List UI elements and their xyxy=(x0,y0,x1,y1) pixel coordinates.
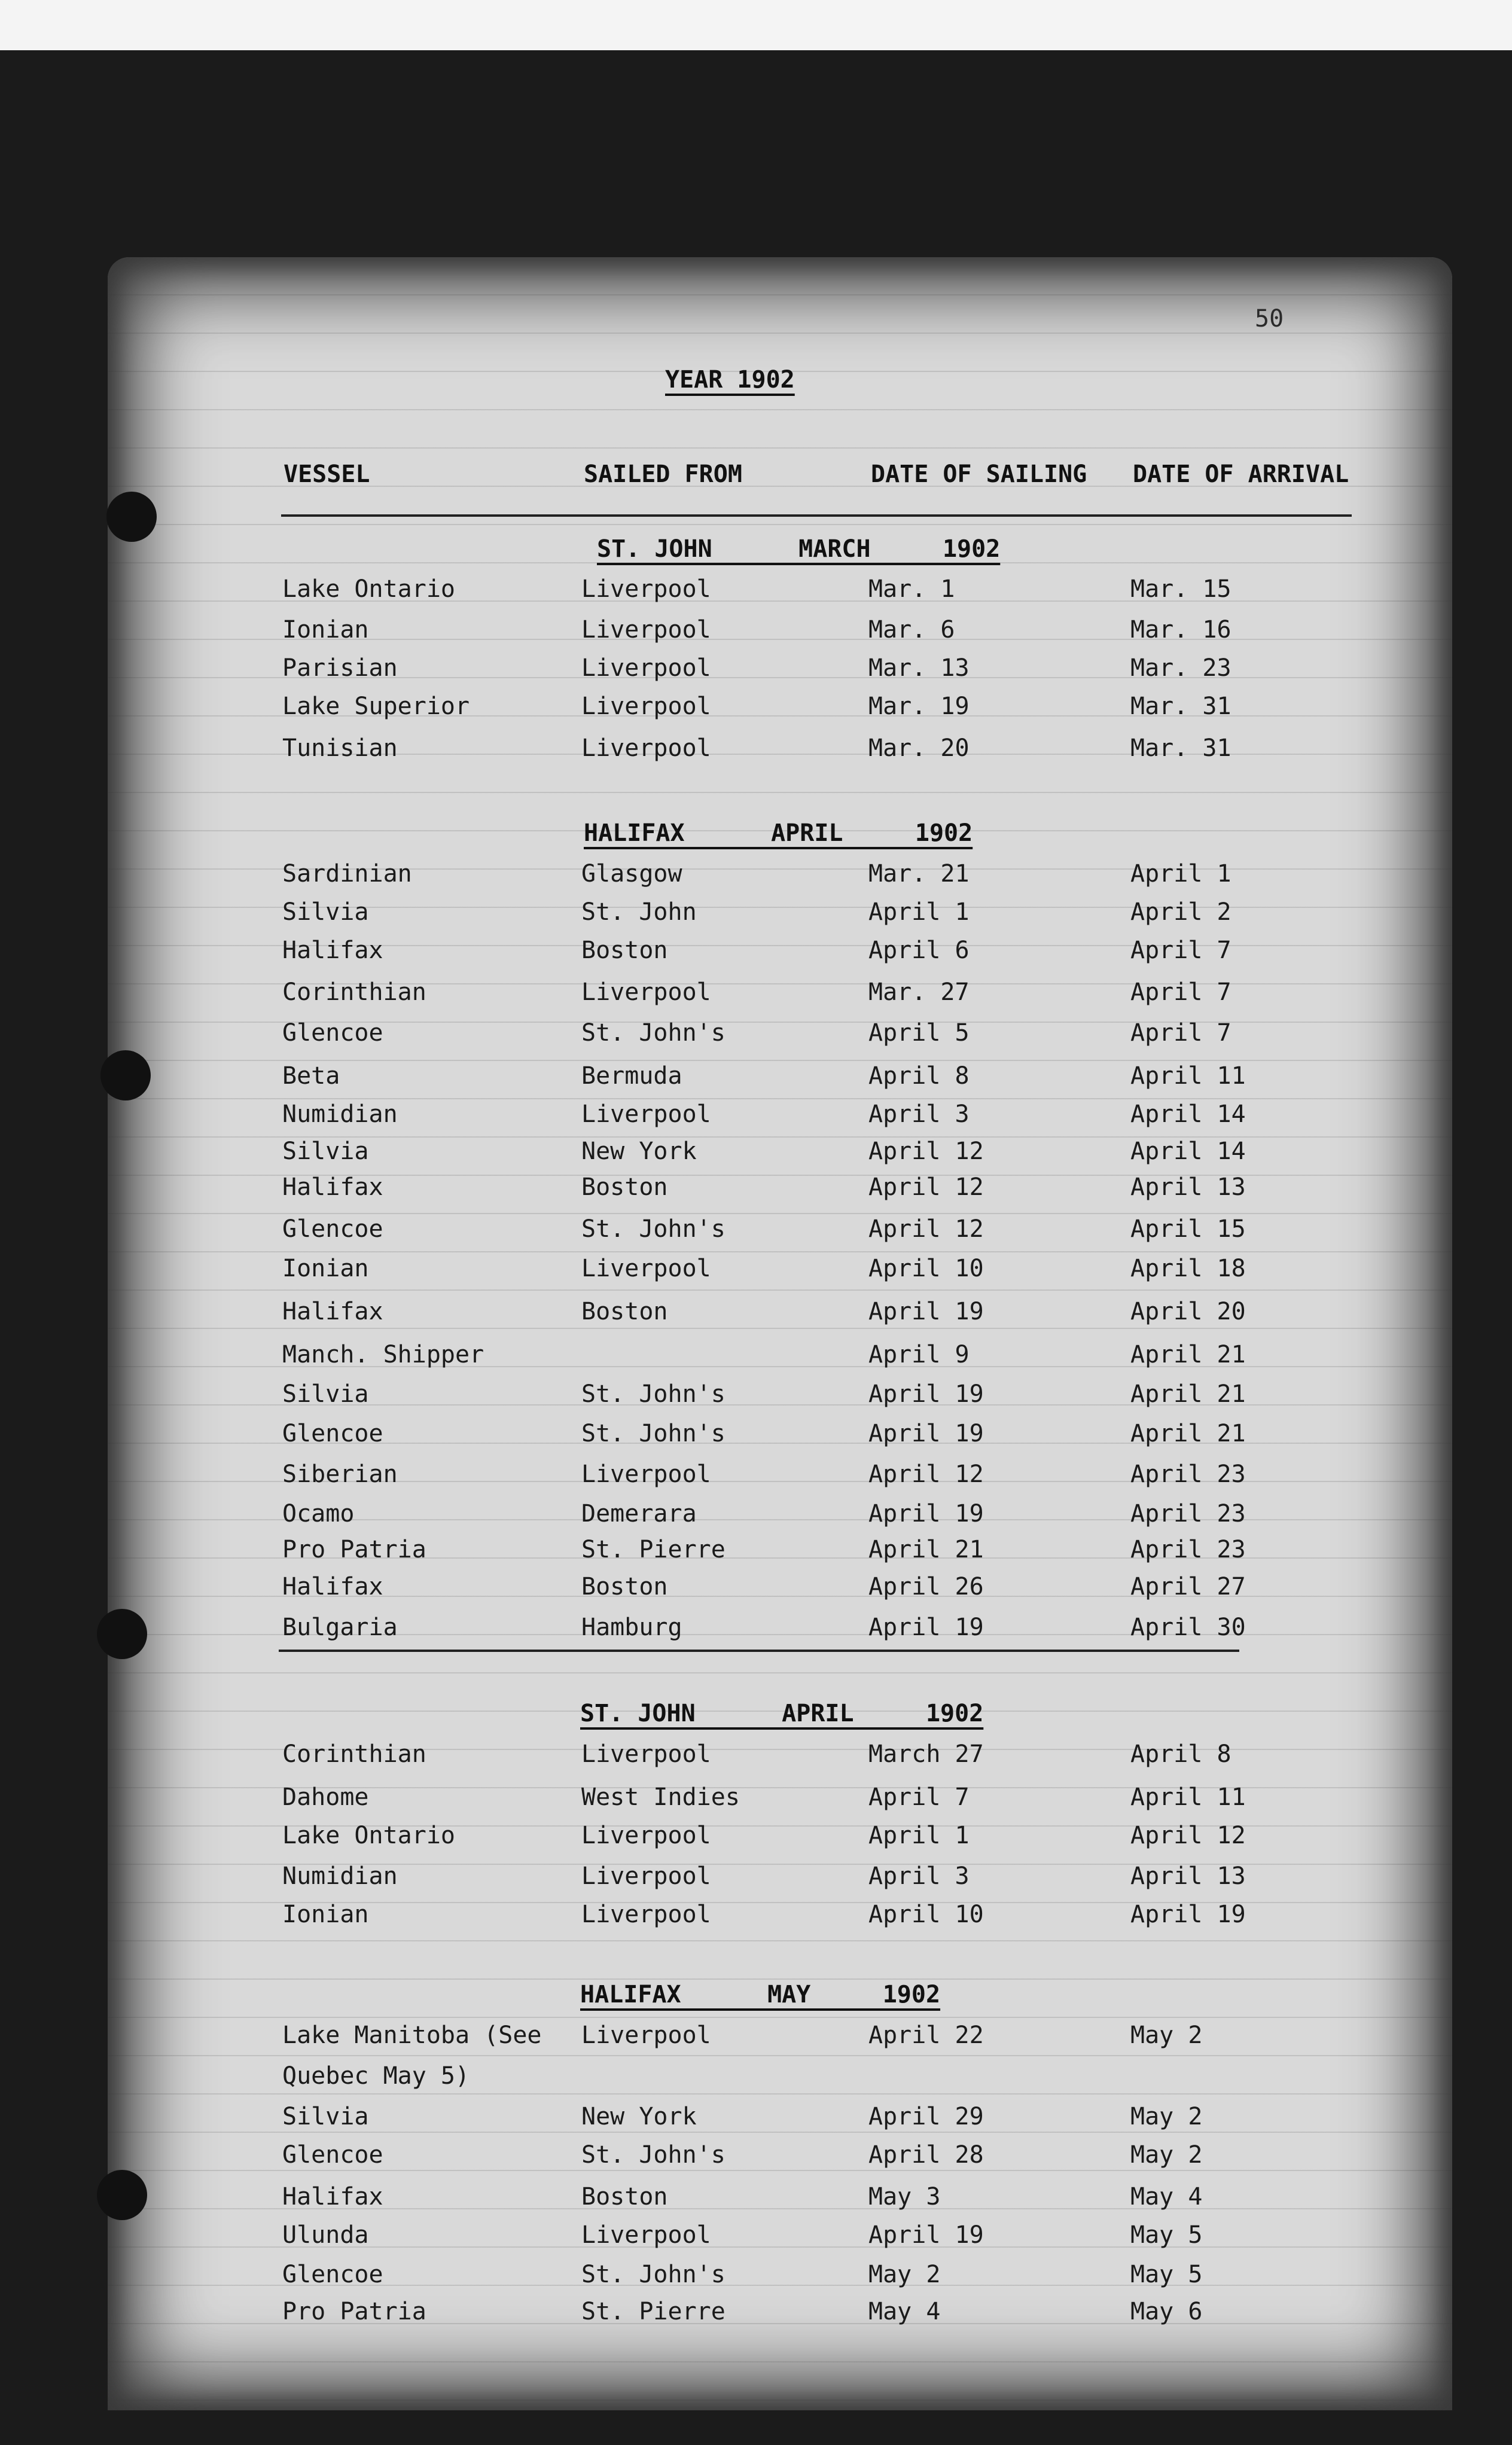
sailed-from-cell: St. John xyxy=(581,898,697,926)
date-of-arrival-cell: May 5 xyxy=(1130,2261,1203,2288)
sailed-from-cell: New York xyxy=(581,1138,697,1165)
date-of-sailing-cell: May 2 xyxy=(868,2261,941,2288)
sailed-from-cell: Liverpool xyxy=(581,616,711,644)
table-row xyxy=(0,734,1512,764)
sailed-from-cell: Liverpool xyxy=(581,693,711,720)
vessel-cell: Tunisian xyxy=(282,734,398,762)
header-rule xyxy=(281,514,1352,517)
vessel-cell: Siberian xyxy=(282,1461,398,1488)
date-of-sailing-cell: March 27 xyxy=(868,1740,984,1768)
vessel-cell: Ocamo xyxy=(282,1500,355,1528)
page-title: YEAR 1902 xyxy=(665,366,795,394)
vessel-cell: Sardinian xyxy=(282,860,412,888)
table-row xyxy=(0,2141,1512,2171)
section-heading: HALIFAX MAY 1902 xyxy=(580,1981,941,2008)
table-row xyxy=(0,654,1512,684)
sailed-from-cell: Liverpool xyxy=(581,2022,711,2049)
table-row xyxy=(0,2022,1512,2051)
table-row xyxy=(0,1862,1512,1892)
vessel-cell: Halifax xyxy=(282,2183,383,2211)
date-of-sailing-cell: April 12 xyxy=(868,1215,984,1243)
date-of-arrival-cell: April 11 xyxy=(1130,1062,1246,1090)
table-row xyxy=(0,1420,1512,1450)
date-of-arrival-cell: April 15 xyxy=(1130,1215,1246,1243)
table-row xyxy=(0,898,1512,928)
vessel-cell: Ionian xyxy=(282,1901,369,1928)
date-of-arrival-cell: May 2 xyxy=(1130,2141,1203,2169)
column-header-date-of-arrival: DATE OF ARRIVAL xyxy=(1133,461,1349,488)
sailed-from-cell: Liverpool xyxy=(581,1740,711,1768)
date-of-sailing-cell: April 3 xyxy=(868,1100,970,1128)
sailed-from-cell: Liverpool xyxy=(581,1255,711,1282)
vessel-cell: Ulunda xyxy=(282,2221,369,2249)
vessel-cell: Corinthian xyxy=(282,1740,426,1768)
date-of-sailing-cell: April 12 xyxy=(868,1461,984,1488)
sailed-from-cell: Hamburg xyxy=(581,1614,682,1641)
sailed-from-cell: Liverpool xyxy=(581,1461,711,1488)
date-of-sailing-cell: Mar. 1 xyxy=(868,575,955,603)
date-of-sailing-cell: April 6 xyxy=(868,937,970,964)
column-header-date-of-sailing: DATE OF SAILING xyxy=(871,461,1087,488)
table-row xyxy=(0,1784,1512,1813)
date-of-arrival-cell: April 12 xyxy=(1130,1822,1246,1849)
date-of-sailing-cell: April 12 xyxy=(868,1138,984,1165)
date-of-arrival-cell: April 27 xyxy=(1130,1573,1246,1600)
table-row xyxy=(0,1740,1512,1770)
sailed-from-cell: St. Pierre xyxy=(581,2298,725,2325)
sailed-from-cell: St. John's xyxy=(581,1215,725,1243)
table-row xyxy=(0,2298,1512,2328)
table-row xyxy=(0,1019,1512,1049)
table-row xyxy=(0,1901,1512,1931)
table-row xyxy=(0,937,1512,967)
date-of-arrival-cell: April 20 xyxy=(1130,1298,1246,1325)
date-of-arrival-cell: April 21 xyxy=(1130,1380,1246,1408)
date-of-arrival-cell: Mar. 31 xyxy=(1130,734,1231,762)
date-of-sailing-cell: April 1 xyxy=(868,1822,970,1849)
vessel-cell: Glencoe xyxy=(282,1215,383,1243)
date-of-sailing-cell: Mar. 20 xyxy=(868,734,970,762)
vessel-cell: Ionian xyxy=(282,616,369,644)
table-row xyxy=(0,1614,1512,1644)
table-row xyxy=(0,2062,1512,2092)
page-number: 50 xyxy=(1255,305,1284,333)
table-row xyxy=(0,1341,1512,1371)
date-of-sailing-cell: May 3 xyxy=(868,2183,941,2211)
date-of-arrival-cell: April 11 xyxy=(1130,1784,1246,1811)
sailed-from-cell: Glasgow xyxy=(581,860,682,888)
table-row xyxy=(0,693,1512,722)
vessel-cell: Manch. Shipper xyxy=(282,1341,484,1368)
table-row xyxy=(0,1380,1512,1410)
date-of-arrival-cell: Mar. 15 xyxy=(1130,575,1231,603)
table-row xyxy=(0,1062,1512,1092)
vessel-cell: Glencoe xyxy=(282,2141,383,2169)
date-of-sailing-cell: April 26 xyxy=(868,1573,984,1600)
sailed-from-cell: St. John's xyxy=(581,1420,725,1447)
vessel-cell: Glencoe xyxy=(282,2261,383,2288)
vessel-cell: Glencoe xyxy=(282,1019,383,1047)
date-of-arrival-cell: April 23 xyxy=(1130,1461,1246,1488)
date-of-arrival-cell: April 14 xyxy=(1130,1138,1246,1165)
date-of-sailing-cell: Mar. 21 xyxy=(868,860,970,888)
date-of-sailing-cell: May 4 xyxy=(868,2298,941,2325)
sailed-from-cell: St. John's xyxy=(581,2261,725,2288)
date-of-sailing-cell: April 28 xyxy=(868,2141,984,2169)
section-heading: HALIFAX APRIL 1902 xyxy=(584,819,973,847)
sailed-from-cell: Liverpool xyxy=(581,654,711,682)
date-of-arrival-cell: April 14 xyxy=(1130,1100,1246,1128)
date-of-arrival-cell: May 4 xyxy=(1130,2183,1203,2211)
date-of-arrival-cell: Mar. 31 xyxy=(1130,693,1231,720)
vessel-cell: Pro Patria xyxy=(282,1536,426,1563)
date-of-sailing-cell: April 19 xyxy=(868,2221,984,2249)
table-row xyxy=(0,1138,1512,1167)
vessel-cell: Glencoe xyxy=(282,1420,383,1447)
table-row xyxy=(0,2221,1512,2251)
date-of-arrival-cell: April 30 xyxy=(1130,1614,1246,1641)
column-header-vessel: VESSEL xyxy=(284,461,370,488)
date-of-arrival-cell: April 21 xyxy=(1130,1420,1246,1447)
date-of-arrival-cell: April 7 xyxy=(1130,978,1231,1006)
date-of-sailing-cell: April 12 xyxy=(868,1173,984,1201)
date-of-sailing-cell: April 21 xyxy=(868,1536,984,1563)
section-heading: ST. JOHN APRIL 1902 xyxy=(580,1700,984,1727)
section-rule xyxy=(279,1650,1239,1652)
date-of-arrival-cell: April 7 xyxy=(1130,1019,1231,1047)
sailed-from-cell: West Indies xyxy=(581,1784,740,1811)
vessel-cell: Dahome xyxy=(282,1784,369,1811)
date-of-sailing-cell: April 19 xyxy=(868,1380,984,1408)
table-row xyxy=(0,2183,1512,2213)
top-margin-strip xyxy=(0,0,1512,50)
sailed-from-cell: Boston xyxy=(581,1573,668,1600)
date-of-arrival-cell: April 13 xyxy=(1130,1173,1246,1201)
vessel-cell: Bulgaria xyxy=(282,1614,398,1641)
section-heading: ST. JOHN MARCH 1902 xyxy=(597,535,1001,563)
vessel-cell: Halifax xyxy=(282,1573,383,1600)
table-row xyxy=(0,1536,1512,1566)
table-row xyxy=(0,1822,1512,1852)
sailed-from-cell: Boston xyxy=(581,2183,668,2211)
date-of-arrival-cell: May 2 xyxy=(1130,2022,1203,2049)
vessel-cell: Numidian xyxy=(282,1100,398,1128)
column-header-sailed-from: SAILED FROM xyxy=(584,461,742,488)
table-row xyxy=(0,1215,1512,1245)
sailed-from-cell: Liverpool xyxy=(581,1100,711,1128)
vessel-cell: Lake Ontario xyxy=(282,575,455,603)
vessel-cell: Silvia xyxy=(282,898,369,926)
table-row xyxy=(0,1173,1512,1203)
date-of-arrival-cell: April 13 xyxy=(1130,1862,1246,1890)
table-row xyxy=(0,1500,1512,1530)
vessel-cell: Beta xyxy=(282,1062,340,1090)
date-of-arrival-cell: Mar. 23 xyxy=(1130,654,1231,682)
table-row xyxy=(0,978,1512,1008)
date-of-sailing-cell: April 19 xyxy=(868,1500,984,1528)
date-of-arrival-cell: April 21 xyxy=(1130,1341,1246,1368)
vessel-cell: Numidian xyxy=(282,1862,398,1890)
date-of-sailing-cell: April 10 xyxy=(868,1255,984,1282)
sailed-from-cell: St. John's xyxy=(581,1019,725,1047)
table-row xyxy=(0,1100,1512,1130)
vessel-cell: Lake Ontario xyxy=(282,1822,455,1849)
vessel-cell: Halifax xyxy=(282,1298,383,1325)
date-of-sailing-cell: April 19 xyxy=(868,1614,984,1641)
date-of-sailing-cell: April 9 xyxy=(868,1341,970,1368)
vessel-cell: Lake Superior xyxy=(282,693,470,720)
table-row xyxy=(0,616,1512,646)
vessel-cell: Corinthian xyxy=(282,978,426,1006)
sailed-from-cell: Liverpool xyxy=(581,575,711,603)
vessel-cell: Silvia xyxy=(282,1380,369,1408)
sailed-from-cell: Liverpool xyxy=(581,1822,711,1849)
date-of-arrival-cell: April 23 xyxy=(1130,1536,1246,1563)
table-row xyxy=(0,860,1512,890)
sailed-from-cell: Bermuda xyxy=(581,1062,682,1090)
vessel-cell: Silvia xyxy=(282,2103,369,2130)
sailed-from-cell: Boston xyxy=(581,1173,668,1201)
date-of-sailing-cell: April 19 xyxy=(868,1298,984,1325)
date-of-arrival-cell: April 23 xyxy=(1130,1500,1246,1528)
date-of-sailing-cell: Mar. 27 xyxy=(868,978,970,1006)
sailed-from-cell: Liverpool xyxy=(581,1901,711,1928)
date-of-sailing-cell: April 8 xyxy=(868,1062,970,1090)
date-of-sailing-cell: April 7 xyxy=(868,1784,970,1811)
table-row xyxy=(0,1573,1512,1603)
date-of-sailing-cell: April 10 xyxy=(868,1901,984,1928)
table-row xyxy=(0,575,1512,605)
date-of-sailing-cell: April 5 xyxy=(868,1019,970,1047)
sailed-from-cell: St. Pierre xyxy=(581,1536,725,1563)
date-of-sailing-cell: Mar. 13 xyxy=(868,654,970,682)
date-of-sailing-cell: April 29 xyxy=(868,2103,984,2130)
date-of-sailing-cell: Mar. 19 xyxy=(868,693,970,720)
sailed-from-cell: Liverpool xyxy=(581,2221,711,2249)
date-of-arrival-cell: April 7 xyxy=(1130,937,1231,964)
sailed-from-cell: St. John's xyxy=(581,1380,725,1408)
date-of-sailing-cell: April 22 xyxy=(868,2022,984,2049)
table-row xyxy=(0,1298,1512,1328)
sailed-from-cell: New York xyxy=(581,2103,697,2130)
date-of-arrival-cell: April 8 xyxy=(1130,1740,1231,1768)
vessel-cell: Halifax xyxy=(282,937,383,964)
vessel-cell: Halifax xyxy=(282,1173,383,1201)
vessel-cell: Ionian xyxy=(282,1255,369,1282)
vessel-cell: Quebec May 5) xyxy=(282,2062,470,2090)
date-of-arrival-cell: May 2 xyxy=(1130,2103,1203,2130)
table-row xyxy=(0,2103,1512,2133)
date-of-arrival-cell: May 5 xyxy=(1130,2221,1203,2249)
date-of-arrival-cell: April 18 xyxy=(1130,1255,1246,1282)
sailed-from-cell: Demerara xyxy=(581,1500,697,1528)
vessel-cell: Pro Patria xyxy=(282,2298,426,2325)
punch-hole xyxy=(106,492,157,542)
date-of-arrival-cell: April 1 xyxy=(1130,860,1231,888)
date-of-arrival-cell: April 2 xyxy=(1130,898,1231,926)
date-of-sailing-cell: April 3 xyxy=(868,1862,970,1890)
date-of-sailing-cell: April 19 xyxy=(868,1420,984,1447)
date-of-sailing-cell: Mar. 6 xyxy=(868,616,955,644)
vessel-cell: Parisian xyxy=(282,654,398,682)
vessel-cell: Silvia xyxy=(282,1138,369,1165)
sailed-from-cell: Liverpool xyxy=(581,734,711,762)
table-row xyxy=(0,1461,1512,1490)
date-of-arrival-cell: Mar. 16 xyxy=(1130,616,1231,644)
sailed-from-cell: St. John's xyxy=(581,2141,725,2169)
date-of-arrival-cell: April 19 xyxy=(1130,1901,1246,1928)
date-of-arrival-cell: May 6 xyxy=(1130,2298,1203,2325)
sailed-from-cell: Boston xyxy=(581,937,668,964)
sailed-from-cell: Liverpool xyxy=(581,1862,711,1890)
sailed-from-cell: Boston xyxy=(581,1298,668,1325)
table-row xyxy=(0,2261,1512,2291)
date-of-sailing-cell: April 1 xyxy=(868,898,970,926)
vessel-cell: Lake Manitoba (See xyxy=(282,2022,542,2049)
sailed-from-cell: Liverpool xyxy=(581,978,711,1006)
table-row xyxy=(0,1255,1512,1285)
